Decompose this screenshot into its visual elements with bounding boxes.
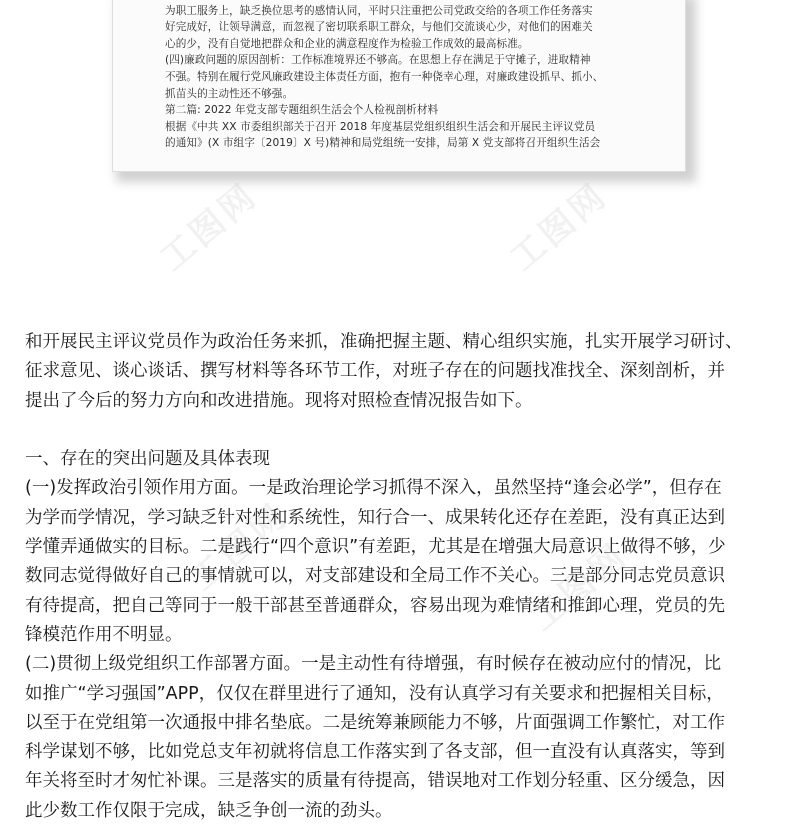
sheet-line: 抓苗头的主动性还不够强。 [165,87,294,100]
para1-line: 锋模范作用不明显。 [25,624,183,645]
body-text [25,328,785,826]
para2-line: 科学谋划不够，比如党总支年初就将信息工作落实到了各支部，但一直没有认真落实，等到 [25,742,725,763]
para1-line: 为学而学情况，学习缺乏针对性和系统性，知行合一、成果转化还存在差距，没有真正达到 [25,507,725,528]
intro-line: 征求意见、谈心谈话、撰写材料等各环节工作，对班子存在的问题找准找全、深刻剖析，并 [25,361,725,382]
para1-line: 有待提高，把自己等同于一般干部甚至普通群众，容易出现为难情绪和推卸心理，党员的先 [25,595,725,616]
para1-line: 数同志觉得做好自己的事情就可以，对支部建设和全局工作不关心。三是部分同志党员意识 [25,566,725,587]
intro-line: 提出了今后的努力方向和改进措施。现将对照检查情况报告如下。 [25,390,533,411]
sheet-line: 的通知》(X 市组字〔2019〕X 号)精神和局党组统一安排，局第 X 党支部将召开组织生活会 [165,137,601,150]
sheet-text-block [165,0,673,152]
section-heading: 一、存在的突出问题及具体表现 [25,449,270,470]
watermark: 工图网 [182,495,296,600]
para1-line: (一)发挥政治引领作用方面。一是政治理论学习抓得不深入，虽然坚持“逢会必学”，但存在 [25,478,722,499]
para2-line: 此少数工作仅限于完成，缺乏争创一流的劲头。 [25,800,393,821]
sheet-line: 不强。特别在履行党风廉政建设主体责任方面，抱有一种侥幸心理，对廉政建设抓早、抓小、 [165,70,604,83]
para2-line: 以至于在党组第一次通报中排名垫底。二是统筹兼顾能力不够，片面强调工作繁忙，对工作 [25,712,725,733]
sheet-line: 根据《中共 XX 市委组织部关于召开 2018 年度基层党组织组织生活会和开展民主评议党员 [165,120,596,133]
watermark: 工图网 [502,175,616,280]
watermark: 工图网 [152,175,266,280]
para1-line: 学懂弄通做实的目标。二是践行“四个意识”有差距，尤其是在增强大局意识上做得不够，少 [25,537,726,558]
sheet-line: 为职工服务上，缺乏换位思考的感情认同，平时只注重把公司党政交给的各项工作任务落实 [165,4,593,17]
sheet-line: (四)廉政问题的原因剖析：工作标准境界还不够高。在思想上存在满足于守摊子，进取精神 [165,54,591,67]
sheet-line: 心的少，没有自觉地把群众和企业的满意程度作为检验工作成效的最高标准。 [165,37,529,50]
para2-line: 如推广“学习强国”APP，仅仅在群里进行了通知，没有认真学习有关要求和把握相关目标， [25,683,724,704]
intro-line: 和开展民主评议党员作为政治任务来抓，准确把握主题、精心组织实施，扎实开展学习研讨、 [25,332,743,352]
sheet-line: 第二篇: 2022 年党支部专题组织生活会个人检视剖析材料 [165,104,439,117]
para2-line: 年关将至时才匆忙补课。三是落实的质量有待提高，错误地对工作划分轻重、区分缓急，因 [25,771,725,792]
document-sheet [112,0,686,172]
para2-line: (二)贯彻上级党组织工作部署方面。一是主动性有待增强，有时候存在被动应付的情况，比 [25,654,722,675]
watermark: 工图网 [522,535,636,640]
sheet-line: 好完成好，让领导满意，而忽视了密切联系职工群众，与他们交流谈心少，对他们的困难关 [165,21,593,34]
paragraph-gap [25,416,785,445]
embedded-document-image [112,0,692,180]
